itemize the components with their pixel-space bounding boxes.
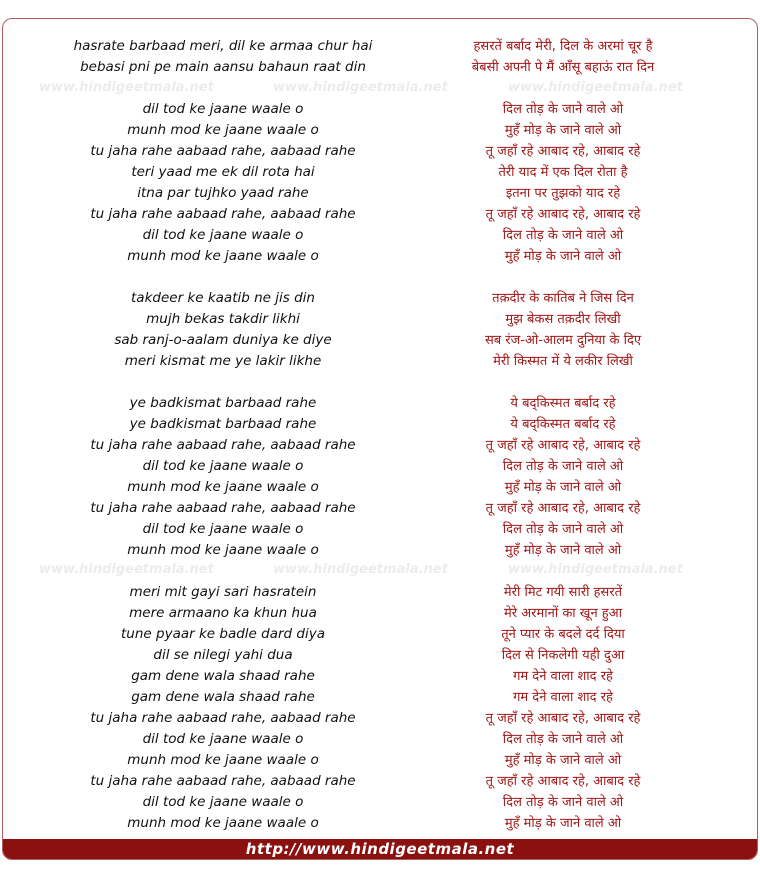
lyric-line-english: dil tod ke jaane waale o: [142, 101, 304, 117]
lyric-line-hindi: दिल तोड़ के जाने वाले ओ: [502, 732, 624, 747]
lyric-line-hindi: गम देने वाला शाद रहे: [513, 690, 613, 705]
lyric-line-hindi: तेरी याद में एक दिल रोता है: [498, 165, 628, 180]
lyric-line-hindi: हसरतें बर्बाद मेरी, दिल के अरमां चूर है: [473, 39, 653, 54]
watermark: www.hindigeetmala.net: [39, 80, 214, 95]
lyric-line-english: meri kismat me ye lakir likhe: [124, 353, 322, 369]
lyric-line-english: dil tod ke jaane waale o: [142, 458, 304, 474]
lyric-line-english: munh mod ke jaane waale o: [127, 122, 319, 138]
lyric-line-english: tu jaha rahe aabaad rahe, aabaad rahe: [90, 773, 356, 789]
lyric-line-english: munh mod ke jaane waale o: [127, 542, 319, 558]
lyric-line-hindi: तू जहाँ रहे आबाद रहे, आबाद रहे: [485, 144, 641, 159]
lyric-line-hindi: मेरी किस्मत में ये लकीर लिखी: [493, 354, 633, 369]
lyric-line-english: dil tod ke jaane waale o: [142, 794, 304, 810]
lyric-line-english: dil tod ke jaane waale o: [142, 521, 304, 537]
lyric-line-english: tu jaha rahe aabaad rahe, aabaad rahe: [90, 710, 356, 726]
lyric-line-english: tu jaha rahe aabaad rahe, aabaad rahe: [90, 500, 356, 516]
lyric-line-english: dil se nilegi yahi dua: [153, 647, 293, 663]
lyric-line-hindi: तू जहाँ रहे आबाद रहे, आबाद रहे: [485, 711, 641, 726]
lyric-line-english: tu jaha rahe aabaad rahe, aabaad rahe: [90, 143, 356, 159]
lyric-line-english: mujh bekas takdir likhi: [146, 311, 300, 327]
lyric-line-english: gam dene wala shaad rahe: [131, 668, 315, 684]
footer-url: http://www.hindigeetmala.net: [3, 839, 757, 859]
lyric-line-english: teri yaad me ek dil rota hai: [131, 164, 315, 180]
lyrics-card: [2, 18, 758, 860]
lyric-line-hindi: मुहँ मोड़ के जाने वाले ओ: [504, 753, 622, 768]
lyric-line-hindi: मुझ बेकस तक़दीर लिखी: [505, 312, 621, 327]
lyric-line-hindi: तू जहाँ रहे आबाद रहे, आबाद रहे: [485, 207, 641, 222]
lyric-line-hindi: मेरी मिट गयी सारी हसरतें: [503, 585, 623, 600]
lyric-line-english: hasrate barbaad meri, dil ke armaa chur hai: [73, 38, 373, 54]
lyric-line-english: bebasi pni pe main aansu bahaun raat din: [80, 59, 366, 75]
lyric-line-english: gam dene wala shaad rahe: [131, 689, 315, 705]
lyric-line-english: munh mod ke jaane waale o: [127, 479, 319, 495]
lyric-line-english: tu jaha rahe aabaad rahe, aabaad rahe: [90, 206, 356, 222]
lyric-line-hindi: दिल तोड़ के जाने वाले ओ: [502, 102, 624, 117]
lyric-line-hindi: मुहँ मोड़ के जाने वाले ओ: [504, 249, 622, 264]
lyric-line-english: munh mod ke jaane waale o: [127, 248, 319, 264]
lyric-line-hindi: ये बद्किस्मत बर्बाद रहे: [510, 417, 616, 432]
lyric-line-hindi: सब रंज-ओ-आलम दुनिया के दिए: [484, 333, 642, 348]
lyric-line-hindi: ये बद्किस्मत बर्बाद रहे: [510, 396, 616, 411]
lyric-line-hindi: तू जहाँ रहे आबाद रहे, आबाद रहे: [485, 774, 641, 789]
lyric-line-hindi: तूने प्यार के बदले दर्द दिया: [501, 627, 625, 642]
watermark: www.hindigeetmala.net: [508, 80, 683, 95]
lyric-line-hindi: तक़दीर के कातिब ने जिस दिन: [492, 291, 634, 306]
lyric-line-hindi: गम देने वाला शाद रहे: [513, 669, 613, 684]
watermark: www.hindigeetmala.net: [273, 562, 448, 577]
lyric-line-hindi: मुहँ मोड़ के जाने वाले ओ: [504, 480, 622, 495]
lyric-line-english: tune pyaar ke badle dard diya: [121, 626, 325, 642]
lyric-line-english: ye badkismat barbaad rahe: [129, 395, 317, 411]
lyric-line-hindi: तू जहाँ रहे आबाद रहे, आबाद रहे: [485, 501, 641, 516]
lyric-line-hindi: मेरे अरमानों का खून हुआ: [504, 606, 622, 621]
lyric-line-english: munh mod ke jaane waale o: [127, 752, 319, 768]
lyric-line-english: munh mod ke jaane waale o: [127, 815, 319, 831]
lyric-line-english: tu jaha rahe aabaad rahe, aabaad rahe: [90, 437, 356, 453]
lyric-line-english: sab ranj-o-aalam duniya ke diye: [114, 332, 332, 348]
lyric-line-english: mere armaano ka khun hua: [129, 605, 317, 621]
lyric-line-english: dil tod ke jaane waale o: [142, 227, 304, 243]
watermark: www.hindigeetmala.net: [39, 562, 214, 577]
lyric-line-hindi: मुहँ मोड़ के जाने वाले ओ: [504, 543, 622, 558]
lyric-line-english: dil tod ke jaane waale o: [142, 731, 304, 747]
lyric-line-hindi: दिल तोड़ के जाने वाले ओ: [502, 795, 624, 810]
lyric-line-hindi: बेबसी अपनी पे मैं आँसू बहाऊं रात दिन: [471, 60, 655, 75]
lyric-line-english: meri mit gayi sari hasratein: [129, 584, 317, 600]
lyric-line-hindi: मुहँ मोड़ के जाने वाले ओ: [504, 123, 622, 138]
lyric-line-hindi: दिल तोड़ के जाने वाले ओ: [502, 228, 624, 243]
lyric-line-hindi: दिल से निकलेगी यही दुआ: [501, 648, 625, 663]
lyric-line-hindi: मुहँ मोड़ के जाने वाले ओ: [504, 816, 622, 831]
lyric-line-hindi: दिल तोड़ के जाने वाले ओ: [502, 522, 624, 537]
lyric-line-english: takdeer ke kaatib ne jis din: [131, 290, 315, 306]
lyric-line-hindi: तू जहाँ रहे आबाद रहे, आबाद रहे: [485, 438, 641, 453]
watermark: www.hindigeetmala.net: [273, 80, 448, 95]
lyric-line-english: ye badkismat barbaad rahe: [129, 416, 317, 432]
lyric-line-hindi: दिल तोड़ के जाने वाले ओ: [502, 459, 624, 474]
watermark: www.hindigeetmala.net: [508, 562, 683, 577]
lyric-line-hindi: इतना पर तुझको याद रहे: [505, 186, 621, 201]
lyric-line-english: itna par tujhko yaad rahe: [137, 185, 309, 201]
